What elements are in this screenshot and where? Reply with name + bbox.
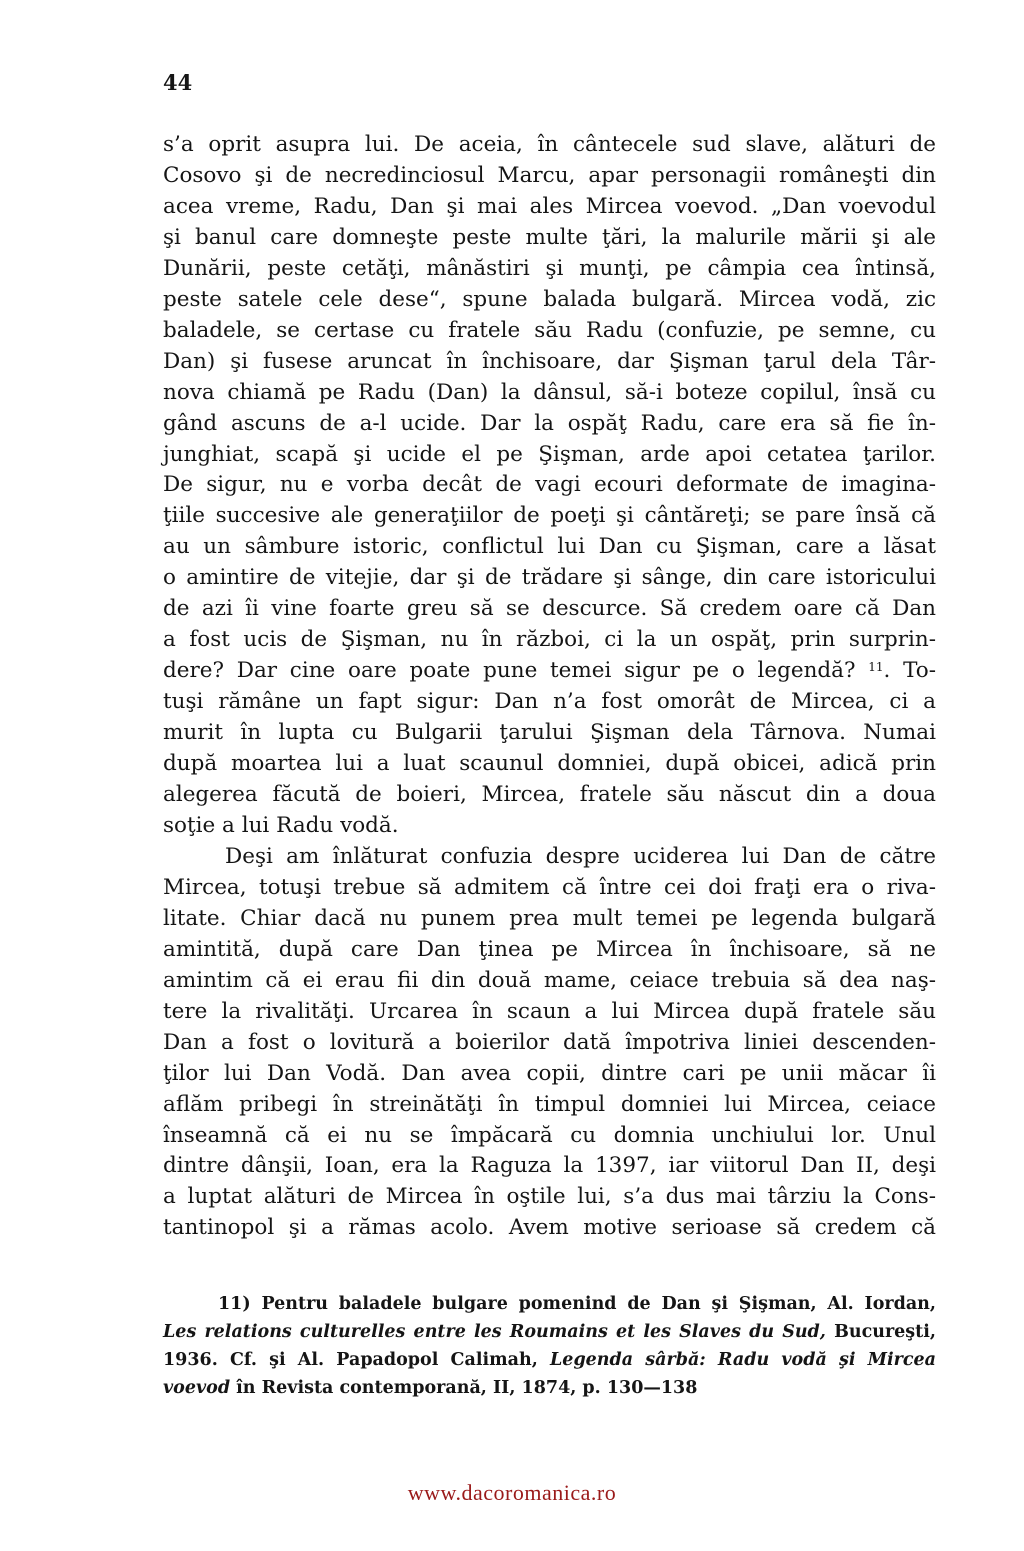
text-line: s’a oprit asupra lui. De aceia, în cântecele sud slave, alături de bbox=[163, 132, 936, 157]
text-line: baladele, se certase cu fratele său Radu (confuzie, pe semne, cu bbox=[163, 317, 936, 343]
text-line: acea vreme, Radu, Dan şi mai ales Mircea voevod. „Dan voevodul bbox=[163, 193, 936, 219]
text-segment: dere? Dar cine oare poate pune temei sigur pe o legendă? bbox=[163, 658, 856, 684]
text-line: Dan) şi fusese aruncat în închisoare, dar Şişman ţarul dela Târ- bbox=[163, 348, 936, 374]
text-line: au un sâmbure istoric, conflictul lui Dan cu Şişman, care a lăsat bbox=[163, 534, 936, 560]
text-line: ţilor lui Dan Vodă. Dan avea copii, dintre cari pe unii măcar îi bbox=[163, 1060, 936, 1086]
text-line: înseamnă că ei nu se împăcară cu domnia unchiului lor. Unul bbox=[163, 1122, 936, 1148]
watermark: www.dacoromanica.ro bbox=[407, 1480, 617, 1505]
body-text bbox=[163, 130, 936, 1244]
page-number: 44 bbox=[163, 70, 193, 95]
text-line: a luptat alături de Mircea în oştile lui, s’a dus mai târziu la Cons- bbox=[163, 1184, 936, 1210]
text-line: litate. Chiar dacă nu punem prea mult temei pe legenda bulgară bbox=[163, 905, 936, 931]
footnote bbox=[163, 1290, 936, 1402]
text-line-with-footnote-ref bbox=[163, 656, 936, 687]
text-line: de azi îi vine foarte greu să se descurce. Să credem oare că Dan bbox=[163, 596, 936, 622]
text-line: soţie a lui Radu vodă. bbox=[163, 812, 399, 838]
footnote-text: în Revista contemporană, II, 1874, p. 130—138 bbox=[236, 1378, 698, 1398]
text-line: a fost ucis de Şişman, nu în război, ci la un ospăţ, prin surprin- bbox=[163, 627, 936, 653]
text-line: tere la rivalităţi. Urcarea în scaun a lui Mircea după fratele său bbox=[163, 998, 936, 1024]
text-line: amintită, după care Dan ţinea pe Mircea în închisoare, să ne bbox=[163, 936, 936, 962]
footnote-line bbox=[163, 1318, 936, 1346]
footnote-text: 1936. Cf. şi Al. Papadopol Calimah, bbox=[163, 1350, 538, 1370]
footnote-line bbox=[163, 1290, 936, 1318]
text-line: ţiile succesive ale generaţiilor de poeţi şi cântăreţi; se pare însă că bbox=[163, 503, 936, 529]
text-line: Dan a fost o lovitură a boierilor dată împotriva liniei descenden- bbox=[163, 1029, 936, 1055]
text-line: gând ascuns de a-l ucide. Dar la ospăţ Radu, care era să fie în- bbox=[163, 410, 936, 436]
text-line: murit în lupta cu Bulgarii ţarului Şişman dela Târnova. Numai bbox=[163, 720, 936, 746]
text-line: tantinopol şi a rămas acolo. Avem motive serioase să credem că bbox=[163, 1215, 936, 1241]
footnote-cited-title: Les relations culturelles entre les Roumains et les Slaves du Sud, bbox=[163, 1322, 826, 1342]
text-line: junghiat, scapă şi ucide el pe Şişman, arde apoi cetatea ţarilor. bbox=[163, 441, 936, 467]
footnote-text: Pentru baladele bulgare pomenind de Dan şi Şişman, Al. Iordan, bbox=[261, 1294, 936, 1314]
footnote-text: Bucureşti, bbox=[834, 1322, 936, 1342]
text-line: Cosovo şi de necredinciosul Marcu, apar personagii româneşti din bbox=[163, 162, 936, 188]
text-line: nova chiamă pe Radu (Dan) la dânsul, să-i boteze copilul, însă cu bbox=[163, 379, 936, 405]
text-line: tuşi rămâne un fapt sigur: Dan n’a fost omorât de Mircea, ci a bbox=[163, 689, 936, 715]
text-line: după moartea lui a luat scaunul domniei, după obicei, adică prin bbox=[163, 751, 936, 777]
footnote-cited-title: Legenda sârbă: Radu vodă şi Mircea bbox=[550, 1350, 937, 1370]
text-line: peste satele cele dese“, spune balada bulgară. Mircea vodă, zic bbox=[163, 286, 936, 312]
footnote-number: 11) bbox=[218, 1294, 251, 1314]
text-line: Mircea, totuşi trebue să admitem că între cei doi fraţi era o riva- bbox=[163, 874, 936, 900]
paragraph-start-line: Deşi am înlăturat confuzia despre uciderea lui Dan de către bbox=[225, 843, 936, 869]
text-line: De sigur, nu e vorba decât de vagi ecouri deformate de imagina- bbox=[163, 472, 936, 498]
text-segment: . To- bbox=[883, 658, 936, 684]
text-line: alegerea făcută de boieri, Mircea, fratele său născut din a doua bbox=[163, 782, 936, 808]
footnote-line bbox=[163, 1346, 936, 1374]
text-line: Dunării, peste cetăţi, mânăstiri şi munţi, pe câmpia cea întinsă, bbox=[163, 255, 936, 281]
text-line: aflăm pribegi în streinătăţi în timpul domniei lui Mircea, ceiace bbox=[163, 1091, 936, 1117]
text-line: o amintire de vitejie, dar şi de trădare şi sânge, din care istoricului bbox=[163, 565, 936, 591]
footnote-reference: 11 bbox=[868, 660, 884, 675]
text-line: amintim că ei erau fii din două mame, ceiace trebuia să dea naş- bbox=[163, 967, 936, 993]
footnote-line bbox=[163, 1374, 936, 1402]
text-line: dintre dânşii, Ioan, era la Raguza la 1397, iar viitorul Dan II, deşi bbox=[163, 1153, 936, 1179]
footnote-cited-title: voevod bbox=[163, 1378, 231, 1398]
text-line: şi banul care domneşte peste multe ţări, la malurile mării şi ale bbox=[163, 224, 936, 250]
